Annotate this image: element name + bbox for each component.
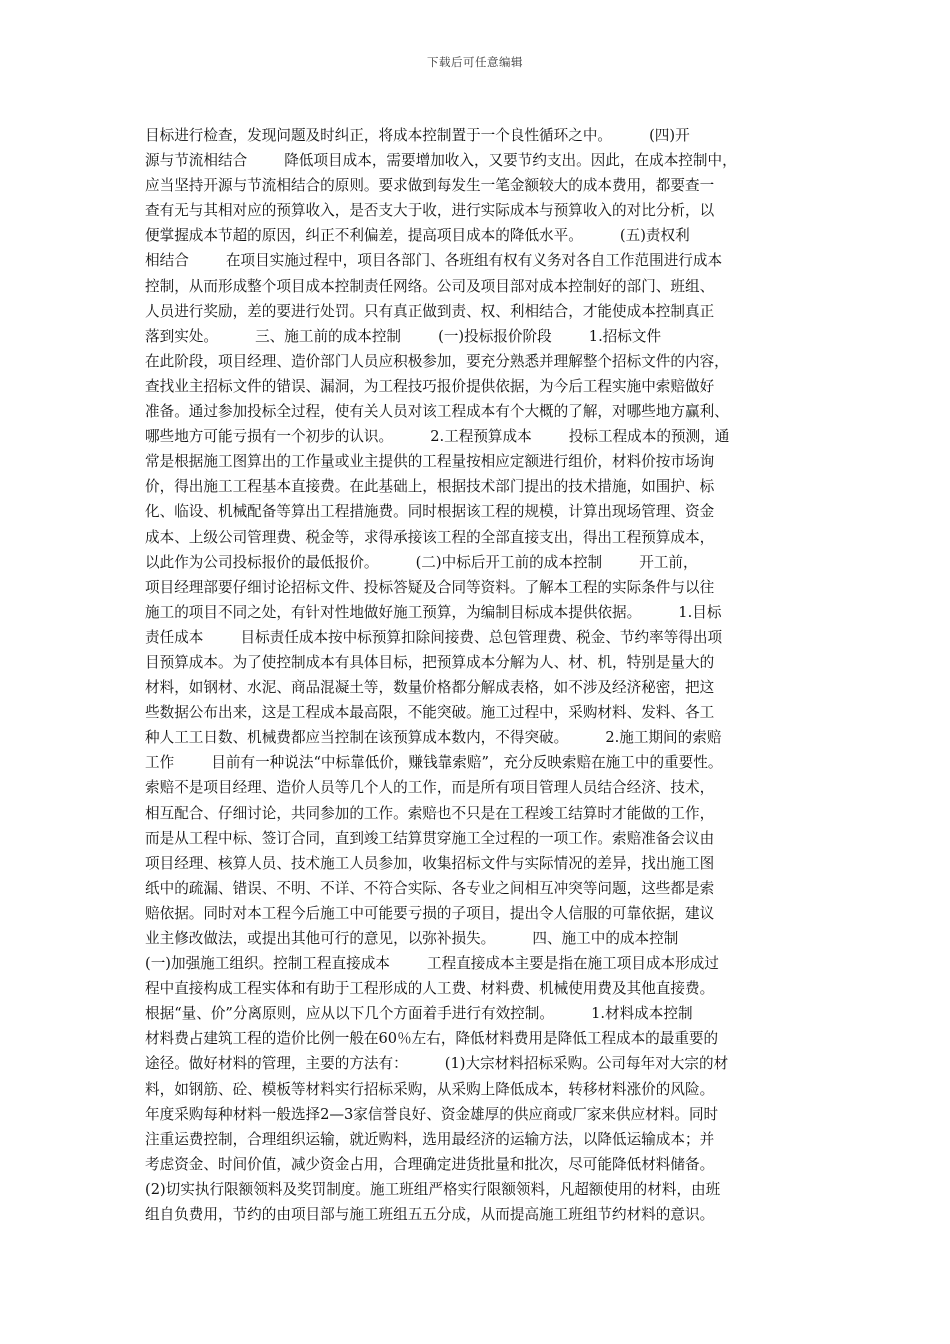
text-line: 组自负费用，节约的由项目部与施工班组五五分成，从而提高施工班组节约材料的意识。 [145, 1206, 715, 1224]
text-line: 成本、上级公司管理费、税金等，求得承接该工程的全部直接支出，得出工程预算成本， [145, 528, 715, 546]
text-line: 人员进行奖励，差的要进行处罚。只有真正做到责、权、利相结合，才能使成本控制真正 [145, 302, 715, 320]
page-header: 下载后可任意编辑 [427, 55, 523, 69]
text-line: 便掌握成本节超的原因，纠正不利偏差，提高项目成本的降低水平。 (五)责权利 [145, 227, 690, 245]
text-line: 常是根据施工图算出的工作量或业主提供的工程量按相应定额进行组价，材料价按市场询 [145, 453, 715, 471]
text-line: 项目经理、核算人员、技术施工人员参加，收集招标文件与实际情况的差异，找出施工图 [145, 854, 715, 872]
text-line: 相互配合、仔细讨论，共同参加的工作。索赔也不只是在工程竣工结算时才能做的工作， [145, 804, 715, 822]
text-line: 查找业主招标文件的错误、漏洞，为工程技巧报价提供依据，为今后工程实施中索赔做好 [145, 377, 715, 395]
text-line: 哪些地方可能亏损有一个初步的认识。 2.工程预算成本 投标工程成本的预测，通 [145, 428, 730, 446]
text-line: 材料费占建筑工程的造价比例一般在60％左右，降低材料费用是降低工程成本的最重要的 [145, 1030, 719, 1048]
text-line: 目标进行检查，发现问题及时纠正，将成本控制置于一个良性循环之中。 (四)开 [145, 127, 690, 144]
text-line: 落到实处。 三、施工前的成本控制 (一)投标报价阶段 1.招标文件 [145, 327, 662, 345]
text-line: 索赔不是项目经理、造价人员等几个人的工作，而是所有项目管理人员结合经济、技术， [145, 779, 715, 797]
text-line: 以此作为公司投标报价的最低报价。 (二)中标后开工前的成本控制 开工前， [145, 553, 698, 571]
text-line: 料，如钢筋、砼、模板等材料实行招标采购，从采购上降低成本，转移材料涨价的风险。 [145, 1080, 715, 1098]
text-line: 相结合 在项目实施过程中，项目各部门、各班组有权有义务对各自工作范围进行成本 [145, 252, 723, 270]
text-line: 源与节流相结合 降低项目成本，需要增加收入，又要节约支出。因此，在成本控制中， [145, 152, 737, 170]
text-line: 些数据公布出来，这是工程成本最高限，不能突破。施工过程中，采购材料、发料、各工 [145, 704, 715, 722]
text-line: 控制，从而形成整个项目成本控制责任网络。公司及项目部对成本控制好的部门、班组、 [145, 277, 715, 295]
text-line: 途径。做好材料的管理，主要的方法有： (1)大宗材料招标采购。公司每年对大宗的材 [145, 1055, 729, 1073]
text-line: 工作 目前有一种说法“中标靠低价，赚钱靠索赔”，充分反映索赔在施工中的重要性。 [145, 754, 723, 772]
text-line: 化、临设、机械配备等算出工程措施费。同时根据该工程的规模，计算出现场管理、资金 [145, 503, 715, 521]
text-line: 种人工工日数、机械费都应当控制在该预算成本数内，不得突破。 2.施工期间的索赔 [145, 729, 722, 747]
text-line: 年度采购每种材料一般选择2—3家信誉良好、资金雄厚的供应商或厂家来供应材料。同时 [145, 1105, 719, 1123]
text-line: 准备。通过参加投标全过程，使有关人员对该工程成本有个大概的了解，对哪些地方赢利、 [145, 403, 729, 421]
document-body [145, 123, 817, 1227]
text-line: 纸中的疏漏、错误、不明、不详、不符合实际、各专业之间相互冲突等问题，这些都是索 [145, 879, 715, 897]
text-line: 在此阶段，项目经理、造价部门人员应积极参加，要充分熟悉并理解整个招标文件的内容， [145, 352, 729, 370]
text-line: 查有无与其相对应的预算收入，是否支大于收，进行实际成本与预算收入的对比分析，以 [145, 202, 715, 220]
text-line: 注重运费控制，合理组织运输，就近购料，选用最经济的运输方法，以降低运输成本；并 [145, 1130, 715, 1148]
text-line: 而是从工程中标、签订合同，直到竣工结算贯穿施工全过程的一项工作。索赔准备会议由 [145, 829, 715, 847]
text-line: 责任成本 目标责任成本按中标预算扣除间接费、总包管理费、税金、节约率等得出项 [145, 628, 723, 646]
text-line: 项目经理部要仔细讨论招标文件、投标答疑及合同等资料。了解本工程的实际条件与以往 [145, 578, 715, 596]
text-line: 考虑资金、时间价值，减少资金占用，合理确定进货批量和批次，尽可能降低材料储备。 [145, 1155, 715, 1173]
text-line: 程中直接构成工程实体和有助于工程形成的人工费、材料费、机械使用费及其他直接费。 [145, 980, 715, 998]
text-line: (一)加强施工组织。控制工程直接成本 工程直接成本主要是指在施工项目成本形成过 [145, 955, 719, 973]
text-line: 材料，如钢材、水泥、商品混凝土等，数量价格都分解成表格，如不涉及经济秘密，把这 [145, 679, 715, 697]
text-line: (2)切实执行限额领料及奖罚制度。施工班组严格实行限额领料，凡超额使用的材料，由班 [145, 1180, 721, 1198]
text-line: 目预算成本。为了使控制成本有具体目标，把预算成本分解为人、材、机，特别是量大的 [145, 653, 715, 671]
text-line: 应当坚持开源与节流相结合的原则。要求做到每发生一笔金额较大的成本费用，都要查一 [145, 177, 715, 195]
text-line: 赔依据。同时对本工程今后施工中可能要亏损的子项目，提出令人信服的可靠依据，建议 [145, 904, 715, 922]
text-line: 业主修改做法，或提出其他可行的意见，以弥补损失。 四、施工中的成本控制 [145, 930, 679, 947]
text-line: 施工的项目不同之处，有针对性地做好施工预算，为编制目标成本提供依据。 1.目标 [145, 603, 722, 621]
text-line: 价，得出施工工程基本直接费。在此基础上，根据技术部门提出的技术措施，如围护、标 [145, 478, 715, 496]
text-line: 根据“量、价”分离原则，应从以下几个方面着手进行有效控制。 1.材料成本控制 [145, 1005, 693, 1023]
